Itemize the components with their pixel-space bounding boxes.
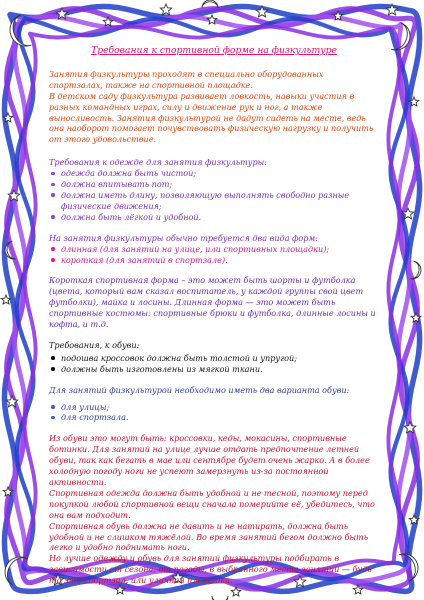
list-item: подошва кроссовок должна быть толстой и упругой; (49, 353, 379, 364)
shoes-heading: Требования, к обуви: (49, 339, 140, 350)
variants-heading: Для занятий физкультурой необходимо иметь два варианта обуви: (49, 384, 350, 395)
list-item: должна иметь длину, позволяющую выполнять свободно разные физические движения; (49, 190, 379, 212)
clothing-heading: Требования к одежде для занятия физкультуры: (49, 157, 267, 168)
list-item: для спортзала. (49, 412, 379, 423)
list-item: должна быть лёгкой и удобной. (49, 212, 379, 223)
list-item: должны быть изготовлены из мягкой ткани. (49, 364, 379, 375)
list-item: короткая (для занятий в спортзале). (49, 255, 379, 266)
closing-paragraph: Из обуви это могут быть: кроссовки, кеды, мокасины, спортивные ботинки. Для занятий на улице лучше отдать предпочтение летней обуви, так как бегать в мае или сентябре будет очень жарко. А в более холодную погоду ноги не успеют замерзнуть из-за постоянной активности. Спортивная одежда должна быть удобной и не тесной, поэтому перед покупкой любой спортивной вещи сначала померийте её, убедитесь, что она вам подходит. Спортивная обувь должна не давить и не натирать, должна быть удобной и не слишком тяжёлой. Во время занятий бегом должно быть легко и удобно поднимать ноги. Но лучше одежду и обувь для занятий физкультуры подбирать в зависимости от сезона, от погоды, в выбранного места занятий — будь то это спортзал, или уличная площадка. (49, 433, 375, 586)
page-title: Требования к спортивной форме на физкультуре (91, 45, 337, 56)
intro-paragraph: Занятия физкультуры проходят в специально оборудованных спортзалах, также на спортивной площадке. В детском саду физкультура развивает ловкость, навыки участия в разных командных играх, силу и движение рук и ног, а также выносливость. Занятия физкультурой не дадут сидеть на месте, ведь она наоборот помогает почувствовать физическую нагрузку и получить от этого удовольствие. (49, 68, 374, 145)
list-item: для улицы; (49, 402, 379, 413)
variants-list (49, 402, 379, 424)
list-item: должна впитывать пот; (49, 179, 379, 190)
short-long-paragraph: Короткая спортивная форма – это может быть шорты и футболка (цвета, который вам сказал воспитатель, у каждой группы свой цвет футболки), майка и лосины. Длинная форма — это может быть спортивные костюмы: спортивные брюки и футболка, длинные лосины и кофта, и т.д. (49, 275, 376, 330)
list-item: одежда должна быть чистой; (49, 168, 379, 179)
star-icon (160, 4, 171, 15)
crescent-moon-icon (212, 596, 228, 600)
forms-list (49, 244, 379, 266)
forms-heading: На занятия физкультуры обычно требуется два вида форм: (49, 232, 318, 243)
shoes-list (49, 353, 379, 375)
list-item: длинная (для занятий на улице, или спортивных площадки); (49, 244, 379, 255)
document-body (49, 46, 379, 586)
clothing-list (49, 168, 379, 223)
